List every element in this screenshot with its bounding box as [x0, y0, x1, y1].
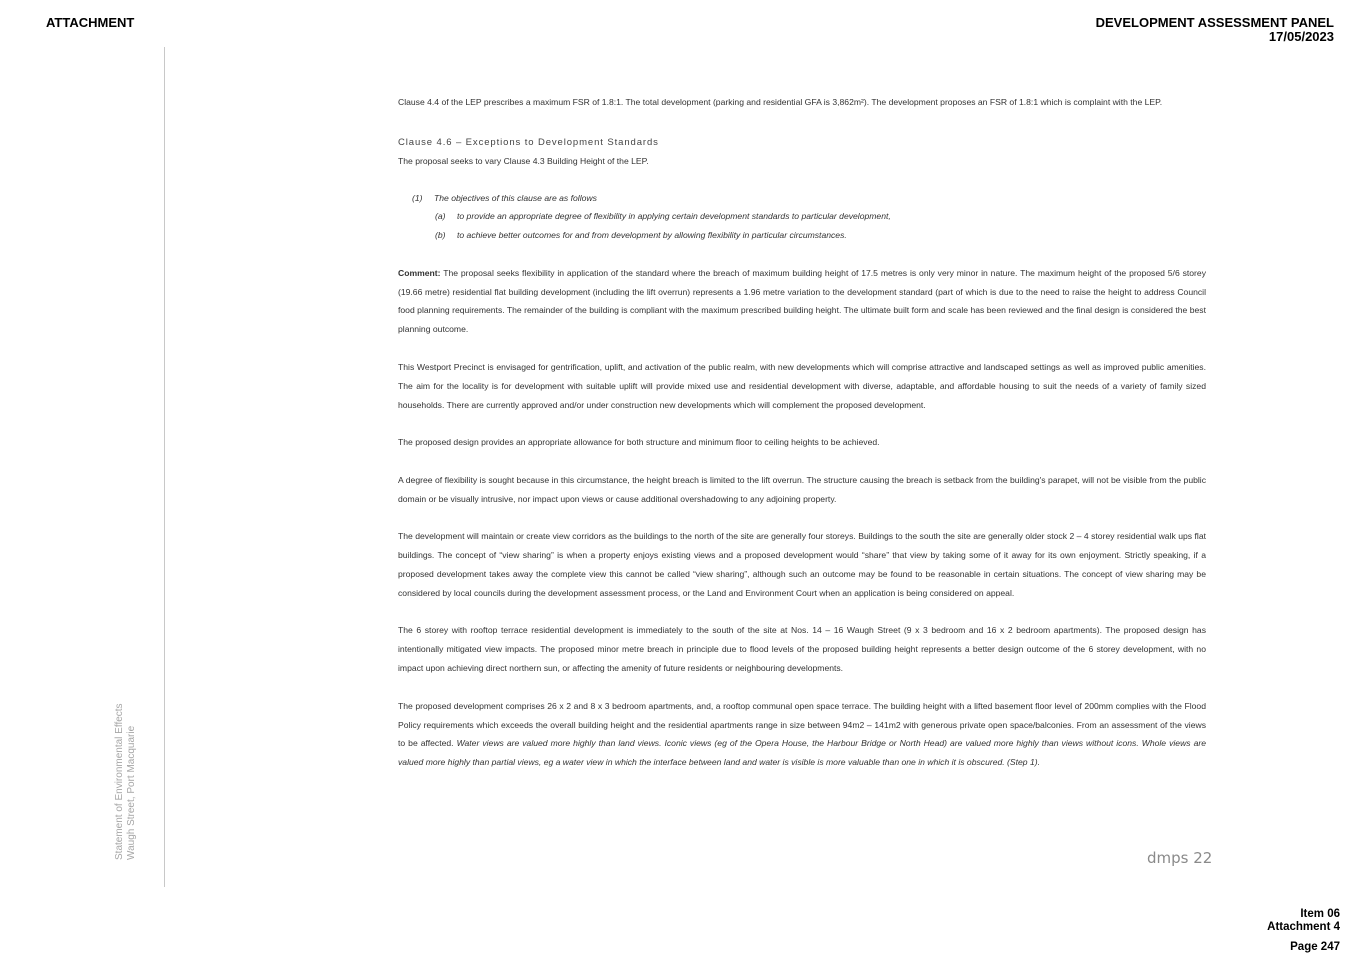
- apartments-text: The proposed development comprises 26 x 2 and 8 x 3 bedroom apartments, and, a rooftop communal open space terrace. The building height with a lifted basement floor level of 200mm complies with the Flood Policy requirements which exceeds the overall building height and the residential apartments range in size between 94m2 – 141m2 with generous private open space/balconies. From an assessment of the views to be affected.: [398, 700, 1206, 749]
- item-reference: [1267, 908, 1340, 934]
- sidebar-caption-line1: Statement of Environmental Effects: [114, 703, 125, 860]
- attachment-number: Attachment 4: [1267, 921, 1340, 933]
- panel-date: 17/05/2023: [1268, 29, 1334, 44]
- view-sharing-paragraph: The development will maintain or create view corridors as the buildings to the north of the site are generally four storeys. Buildings to the south the site are generally older stock 2 – 4 storey residential walk ups flat buildings. The concept of “view sharing” is when a property enjoys existing views and a proposed development would “share” that view by taking some of it away for its own enjoyment. Strictly speaking, if a proposed development takes away the complete view this cannot be called “view sharing”, although such an outcome may be found to be reasonable in certain situations. The concept of view sharing may be considered by local councils during the development assessment process, or the Land and Environment Court when an application is being considered on appeal.: [398, 531, 1206, 598]
- attachment-header: ATTACHMENT: [46, 15, 135, 30]
- item-number: Item 06: [1300, 908, 1340, 920]
- apartments-paragraph: [398, 697, 1206, 772]
- dmps-logo: dmps 22: [1147, 849, 1213, 867]
- objective-intro: [398, 189, 1206, 208]
- objective-b: [398, 226, 1206, 245]
- objective-b-text: to achieve better outcomes for and from development by allowing flexibility in particular circumstances.: [457, 230, 847, 241]
- fsr-paragraph: Clause 4.4 of the LEP prescribes a maximum FSR of 1.8:1. The total development (parking and residential GFA is 3,862m²). The development proposes an FSR of 1.8:1 which is complaint with the LEP.: [398, 97, 1163, 107]
- objective-a: [398, 207, 1206, 226]
- flexibility-paragraph: A degree of flexibility is sought because in this circumstance, the height breach is limited to the lift overrun. The structure causing the breach is setback from the building's parapet, will not be visible from the public domain or be visually intrusive, nor impact upon views or cause additional overshadowing to any adjoining property.: [398, 474, 1206, 504]
- sidebar-divider: [164, 47, 165, 887]
- design-paragraph: The proposed design provides an appropriate allowance for both structure and minimum floor to ceiling heights to be achieved.: [398, 437, 880, 448]
- objective-number: (1): [412, 192, 423, 203]
- objective-intro-text: The objectives of this clause are as follows: [434, 192, 597, 203]
- sidebar-caption-line2: Waugh Street, Port Macquarie: [126, 725, 137, 860]
- page-number: Page 247: [1290, 941, 1340, 953]
- comment-label: Comment:: [398, 267, 441, 278]
- comment-paragraph: [398, 264, 1206, 339]
- six-storey-paragraph: The 6 storey with rooftop terrace residential development is immediately to the south of the site at Nos. 14 – 16 Waugh Street (9 x 3 bedroom and 16 x 2 bedroom apartments). The proposed design has intentionally mitigated view impacts. The proposed minor metre breach in principle due to flood levels of the proposed building height represents a better design outcome of the 6 storey development, with no impact upon achieving direct northern sun, or affecting the amenity of future residents or neighbouring developments.: [398, 625, 1206, 674]
- westport-paragraph: This Westport Precinct is envisaged for gentrification, uplift, and activation of the public realm, with new developments which will comprise attractive and landscaped settings as well as improved public amenities. The aim for the locality is for development with suitable uplift will provide mixed use and residential development with diverse, adaptable, and affordable housing to suit the needs of a variety of family sized households. There are currently approved and/or under construction new developments which will complement the proposed development.: [398, 361, 1206, 410]
- panel-header: [1096, 16, 1334, 44]
- document-body: [398, 93, 1206, 791]
- clause-objectives-quote: [398, 189, 1206, 245]
- objective-a-label: (a): [435, 211, 446, 222]
- comment-text: The proposal seeks flexibility in application of the standard where the breach of maximum building height of 17.5 metres is only very minor in nature. The maximum height of the proposed 5/6 storey (19.66 metre) residential flat building development (including the lift overrun) represents a 1.96 metre variation to the development standard (part of which is due to the need to raise the height to address Council food planning requirements. The remainder of the building is compliant with the maximum prescribed building height. The ultimate built form and scale has been reviewed and the final design is considered the best planning outcome.: [398, 267, 1206, 335]
- sidebar-caption: [114, 703, 138, 860]
- panel-title: DEVELOPMENT ASSESSMENT PANEL: [1095, 15, 1334, 30]
- views-valued-text: Water views are valued more highly than land views. Iconic views (eg of the Opera House, the Harbour Bridge or North Head) are valued more highly than views without icons. Whole views are valued more highly than partial views, eg a water view in which the interface between land and water is visible is more valuable than one in which it is obscured. (Step 1).: [398, 738, 1206, 768]
- objective-b-label: (b): [435, 230, 446, 241]
- seeks-paragraph: The proposal seeks to vary Clause 4.3 Building Height of the LEP.: [398, 155, 649, 166]
- objective-a-text: to provide an appropriate degree of flexibility in applying certain development standards to particular development,: [457, 211, 891, 222]
- clause-46-heading: Clause 4.6 – Exceptions to Development Standards: [398, 136, 659, 148]
